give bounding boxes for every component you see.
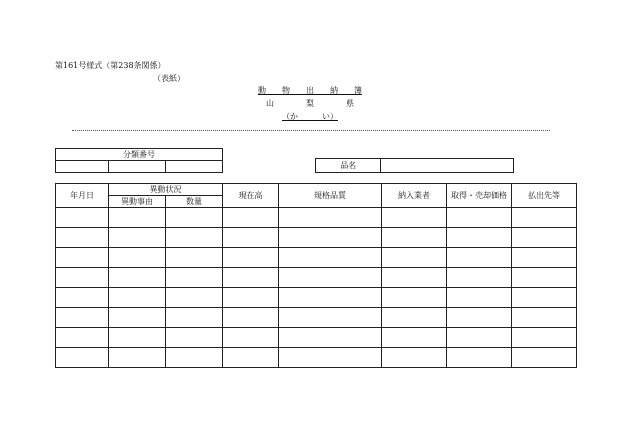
ledger-cell[interactable]	[279, 228, 382, 248]
item-name-label: 品名	[316, 159, 381, 173]
col-supplier: 納入業者	[382, 184, 447, 208]
ledger-cell[interactable]	[166, 228, 223, 248]
ledger-cell[interactable]	[382, 348, 447, 368]
ledger-cell[interactable]	[512, 308, 577, 328]
ledger-cell[interactable]	[512, 328, 577, 348]
ledger-cell[interactable]	[56, 208, 109, 228]
ledger-cell[interactable]	[166, 288, 223, 308]
ledger-cell[interactable]	[166, 208, 223, 228]
ledger-cell[interactable]	[382, 268, 447, 288]
ledger-cell[interactable]	[382, 328, 447, 348]
ledger-cell[interactable]	[166, 268, 223, 288]
ledger-cell[interactable]	[56, 288, 109, 308]
ledger-cell[interactable]	[56, 248, 109, 268]
ledger-cell[interactable]	[166, 248, 223, 268]
col-change-status: 異動状況	[109, 184, 223, 196]
ledger-cell[interactable]	[279, 248, 382, 268]
ledger-cell[interactable]	[109, 288, 166, 308]
col-destination: 払出先等	[512, 184, 577, 208]
ledger-cell[interactable]	[109, 328, 166, 348]
table-row	[56, 328, 577, 348]
table-row	[56, 248, 577, 268]
ledger-table	[55, 183, 577, 368]
ledger-cell[interactable]	[223, 248, 279, 268]
ledger-cell[interactable]	[166, 308, 223, 328]
ledger-cell[interactable]	[382, 308, 447, 328]
table-row	[56, 208, 577, 228]
ledger-cell[interactable]	[56, 268, 109, 288]
col-date: 年月日	[56, 184, 109, 208]
ledger-cell[interactable]	[109, 228, 166, 248]
ledger-cell[interactable]	[447, 208, 512, 228]
ledger-cell[interactable]	[382, 288, 447, 308]
ledger-cell[interactable]	[223, 348, 279, 368]
col-current-stock: 現在高	[223, 184, 279, 208]
ledger-cell[interactable]	[109, 308, 166, 328]
cover-label: （表紙）	[153, 74, 185, 83]
ledger-cell[interactable]	[109, 208, 166, 228]
ledger-cell[interactable]	[447, 308, 512, 328]
form-number: 第161号様式（第238条関係）	[55, 61, 166, 70]
col-spec: 規格品質	[279, 184, 382, 208]
ledger-cell[interactable]	[447, 268, 512, 288]
ledger-cell[interactable]	[166, 328, 223, 348]
classification-cell[interactable]	[56, 161, 109, 173]
ledger-cell[interactable]	[223, 228, 279, 248]
document-title: 動 物 出 納 簿	[258, 86, 362, 95]
prefecture-reading: （か い）	[282, 112, 338, 121]
ledger-cell[interactable]	[512, 208, 577, 228]
dotted-separator	[72, 130, 550, 131]
ledger-cell[interactable]	[279, 308, 382, 328]
ledger-cell[interactable]	[447, 288, 512, 308]
ledger-cell[interactable]	[279, 288, 382, 308]
ledger-cell[interactable]	[512, 268, 577, 288]
ledger-cell[interactable]	[223, 208, 279, 228]
ledger-cell[interactable]	[512, 288, 577, 308]
ledger-cell[interactable]	[279, 328, 382, 348]
classification-cell[interactable]	[166, 161, 223, 173]
ledger-cell[interactable]	[109, 248, 166, 268]
ledger-cell[interactable]	[223, 288, 279, 308]
ledger-cell[interactable]	[512, 248, 577, 268]
ledger-cell[interactable]	[447, 228, 512, 248]
table-row	[56, 308, 577, 328]
ledger-cell[interactable]	[109, 268, 166, 288]
ledger-cell[interactable]	[56, 228, 109, 248]
col-quantity: 数量	[166, 196, 223, 208]
ledger-cell[interactable]	[447, 348, 512, 368]
ledger-cell[interactable]	[56, 308, 109, 328]
col-change-reason: 異動事由	[109, 196, 166, 208]
ledger-cell[interactable]	[512, 228, 577, 248]
classification-number-table	[55, 148, 223, 173]
col-price: 取得・売却価格	[447, 184, 512, 208]
classification-cell[interactable]	[109, 161, 166, 173]
ledger-cell[interactable]	[382, 248, 447, 268]
ledger-cell[interactable]	[512, 348, 577, 368]
ledger-cell[interactable]	[56, 348, 109, 368]
ledger-cell[interactable]	[279, 208, 382, 228]
item-name-table	[315, 158, 514, 173]
ledger-cell[interactable]	[279, 348, 382, 368]
ledger-cell[interactable]	[223, 268, 279, 288]
table-row	[56, 288, 577, 308]
item-name-field[interactable]	[381, 159, 514, 173]
ledger-cell[interactable]	[223, 328, 279, 348]
ledger-cell[interactable]	[223, 308, 279, 328]
classification-number-label: 分類番号	[56, 149, 223, 161]
ledger-cell[interactable]	[279, 268, 382, 288]
ledger-cell[interactable]	[56, 328, 109, 348]
ledger-cell[interactable]	[382, 208, 447, 228]
table-row	[56, 268, 577, 288]
table-row	[56, 228, 577, 248]
ledger-cell[interactable]	[109, 348, 166, 368]
ledger-cell[interactable]	[447, 328, 512, 348]
ledger-body	[56, 208, 577, 368]
table-row	[56, 348, 577, 368]
ledger-cell[interactable]	[447, 248, 512, 268]
ledger-cell[interactable]	[382, 228, 447, 248]
prefecture-name: 山 梨 県	[266, 99, 354, 108]
ledger-cell[interactable]	[166, 348, 223, 368]
